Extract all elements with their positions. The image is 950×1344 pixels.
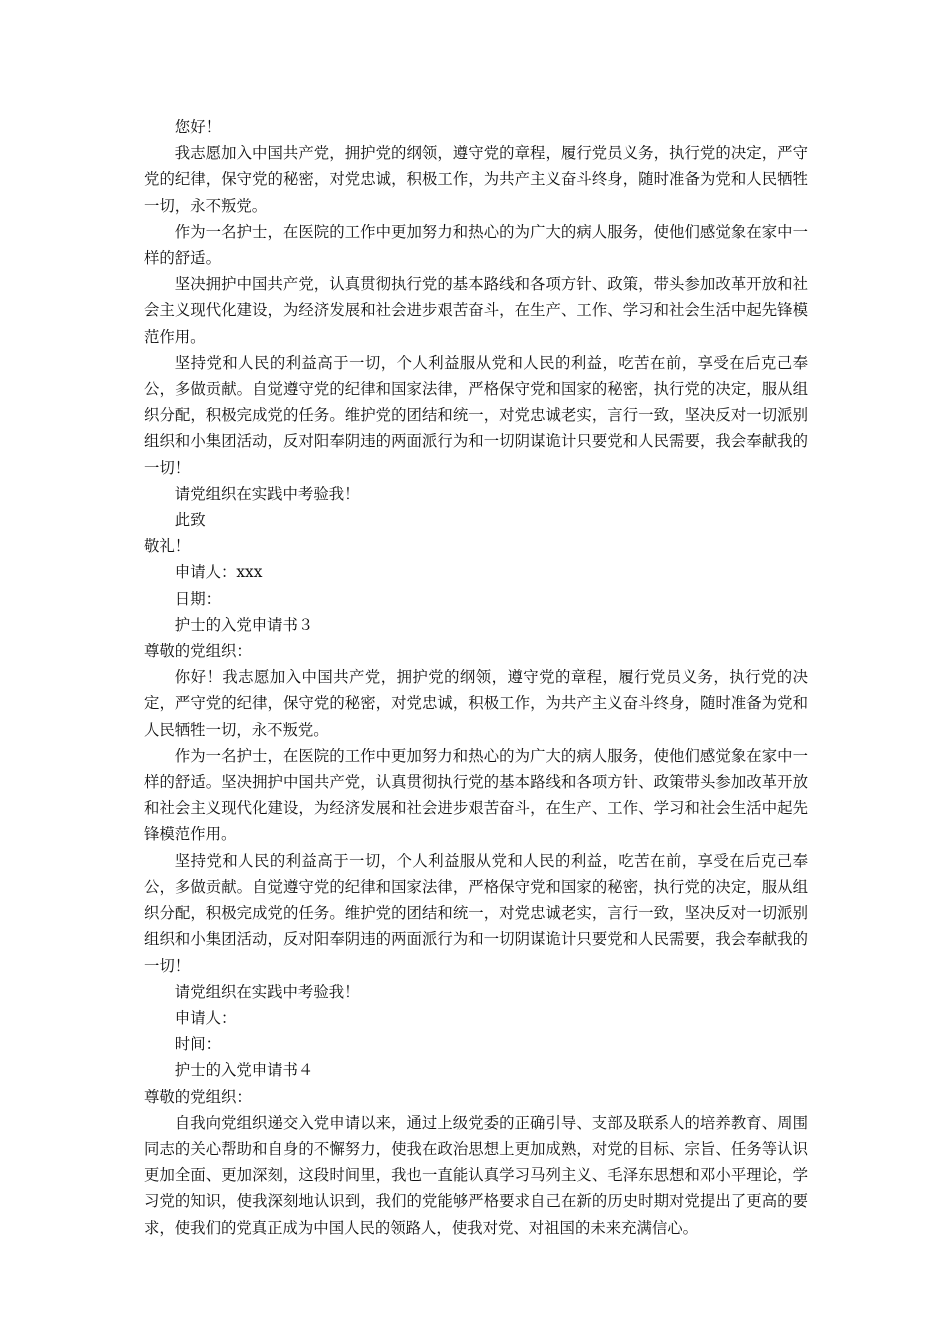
support-party-paragraph: 坚决拥护中国共产党，认真贯彻执行党的基本路线和各项方针、政策，带头参加改革开放和社会主义现代化建设，为经济发展和社会进步艰苦奋斗，在生产、工作、学习和社会生活中起先锋模范作用。: [144, 275, 808, 346]
applicant-line-3: 申请人：: [174, 1008, 237, 1027]
section-title-3: 护士的入党申请书３: [174, 615, 314, 634]
greeting: 您好！: [174, 118, 221, 136]
section-title-4: 护士的入党申请书４: [174, 1061, 314, 1080]
salutation-4: 尊敬的党组织：: [144, 1087, 252, 1106]
date-line: 日期：: [174, 589, 221, 608]
salutation-3: 尊敬的党组织：: [144, 642, 252, 661]
applicant-line: 申请人：xxx: [174, 563, 263, 582]
closing-cizhi: 此致: [174, 511, 206, 530]
request-test-line-3: 请党组织在实践中考验我！: [174, 982, 360, 1001]
request-test-line: 请党组织在实践中考验我！: [174, 484, 360, 503]
nurse-service-paragraph-3: 作为一名护士，在医院的工作中更加努力和热心的为广大的病人服务，使他们感觉象在家中一样的舒适。坚决拥护中国共产党，认真贯彻执行党的基本路线和各项方针、政策带头参加改革开放和社会主义现代化建设，为经济发展和社会进步艰苦奋斗，在生产、工作、学习和社会生活中起先锋模范作用。: [144, 746, 808, 844]
closing-jingli: 敬礼！: [144, 537, 191, 556]
time-line-3: 时间：: [174, 1035, 221, 1054]
interests-paragraph-3: 坚持党和人民的利益高于一切，个人利益服从党和人民的利益，吃苦在前，享受在后克己奉公，多做贡献。自觉遵守党的纪律和国家法律，严格保守党和国家的秘密，执行党的决定，服从组织分配，积极完成党的任务。维护党的团结和统一，对党忠诚老实，言行一致，坚决反对一切派别组织和小集团活动，反对阳奉阴违的两面派行为和一切阴谋诡计只要党和人民需要，我会奉献我的一切！: [144, 851, 808, 975]
interests-paragraph: 坚持党和人民的利益高于一切，个人利益服从党和人民的利益，吃苦在前，享受在后克己奉公，多做贡献。自觉遵守党的纪律和国家法律，严格保守党和国家的秘密，执行党的决定，服从组织分配，积极完成党的任务。维护党的团结和统一，对党忠诚老实，言行一致，坚决反对一切派别组织和小集团活动，反对阳奉阴违的两面派行为和一切阴谋诡计只要党和人民需要，我会奉献我的一切！: [144, 353, 808, 477]
document-body: [144, 114, 808, 1241]
pledge-paragraph: 我志愿加入中国共产党，拥护党的纲领，遵守党的章程，履行党员义务，执行党的决定，严守党的纪律，保守党的秘密，对党忠诚，积极工作，为共产主义奋斗终身，随时准备为党和人民牺牲一切，永不叛党。: [144, 144, 808, 215]
nurse-service-paragraph: 作为一名护士，在医院的工作中更加努力和热心的为广大的病人服务，使他们感觉象在家中一样的舒适。: [144, 222, 808, 268]
pledge-paragraph-3: 你好！我志愿加入中国共产党，拥护党的纲领，遵守党的章程，履行党员义务，执行党的决定，严守党的纪律，保守党的秘密，对党忠诚，积极工作，为共产主义奋斗终身，随时准备为党和人民牺牲一切，永不叛党。: [144, 668, 808, 739]
progress-paragraph-4: 自我向党组织递交入党申请以来，通过上级党委的正确引导、支部及联系人的培养教育、周围同志的关心帮助和自身的不懈努力，使我在政治思想上更加成熟，对党的目标、宗旨、任务等认识更加全面、更加深刻，这段时间里，我也一直能认真学习马列主义、毛泽东思想和邓小平理论，学习党的知识，使我深刻地认识到，我们的党能够严格要求自己在新的历史时期对党提出了更高的要求，使我们的党真正成为中国人民的领路人，使我对党、对祖国的未来充满信心。: [144, 1113, 808, 1237]
